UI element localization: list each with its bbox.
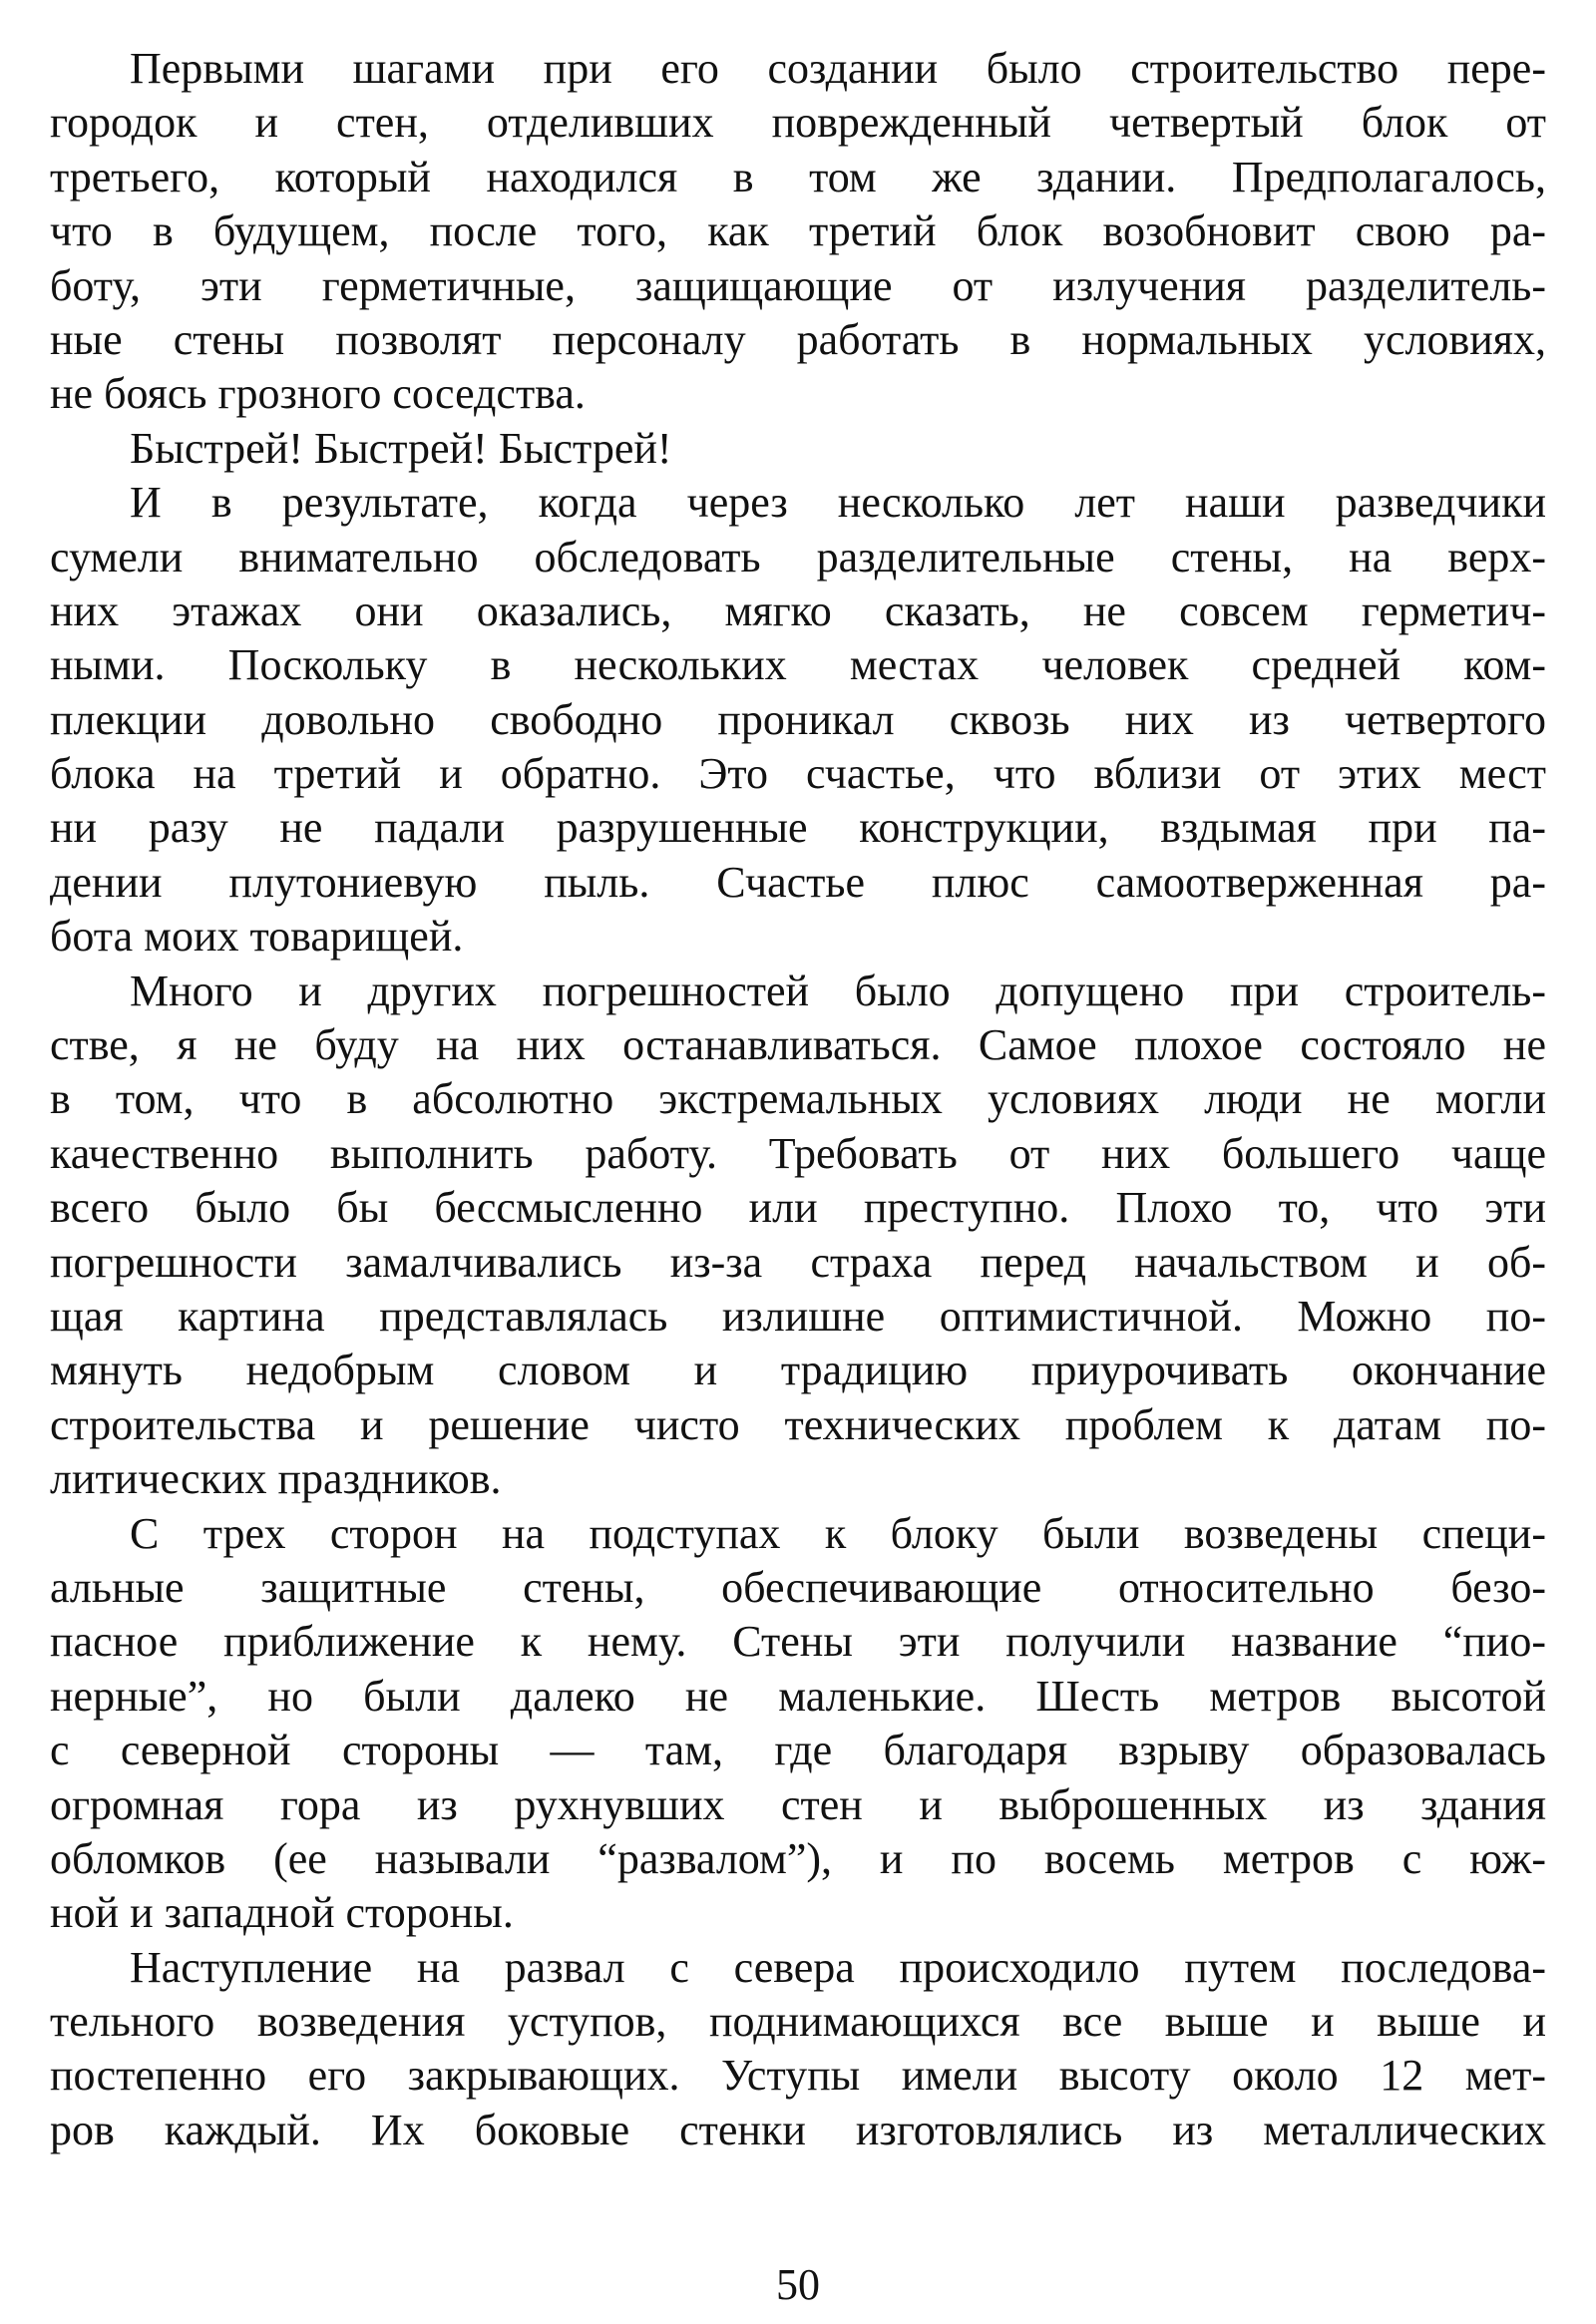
paragraph-6 — [50, 1941, 1546, 2158]
text-line: Первыми шагами при его создании было строительство пере- — [130, 44, 1546, 93]
paragraph-3 — [50, 476, 1546, 965]
text-line: постепенно его закрывающих. Уступы имели высоту около 12 мет- — [50, 2051, 1546, 2101]
paragraph-4 — [50, 965, 1546, 1507]
text-line: дении плутониевую пыль. Счастье плюс самоотверженная ра- — [50, 857, 1546, 907]
page-number: 50 — [776, 2260, 820, 2309]
text-line: плекции довольно свободно проникал сквозь них из четвертого — [50, 694, 1546, 744]
text-line: не боясь грозного соседства. — [50, 369, 586, 419]
text-line: ни разу не падали разрушенные конструкции, вздымая при па- — [50, 803, 1546, 853]
page-body — [50, 42, 1546, 2157]
text-line: тельного возведения уступов, поднимающихся все выше и выше и — [50, 1997, 1546, 2047]
text-line: погрешности замалчивались из-за страха перед начальством и об- — [50, 1237, 1546, 1287]
text-line: Много и других погрешностей было допущено при строитель- — [130, 966, 1546, 1015]
text-line: С трех сторон на подступах к блоку были возведены специ- — [130, 1508, 1546, 1558]
text-line: стве, я не буду на них останавливаться. Самое плохое состояло не — [50, 1020, 1546, 1070]
text-line: третьего, который находился в том же здании. Предполагалось, — [50, 152, 1546, 201]
paragraph-1 — [50, 42, 1546, 422]
text-line: огромная гора из рухнувших стен и выброшенных из здания — [50, 1779, 1546, 1829]
text-line: с северной стороны — там, где благодаря взрыву образовалась — [50, 1726, 1546, 1775]
text-line: нерные”, но были далеко не маленькие. Шесть метров высотой — [50, 1671, 1546, 1721]
text-line: И в результате, когда через несколько лет наши разведчики — [130, 478, 1546, 528]
text-line: ные стены позволят персоналу работать в нормальных условиях, — [50, 314, 1546, 364]
text-line: строительства и решение чисто технических проблем к датам по- — [50, 1399, 1546, 1449]
text-line: Наступление на развал с севера происходило путем последова- — [130, 1942, 1546, 1992]
text-line: в том, что в абсолютно экстремальных условиях люди не могли — [50, 1074, 1546, 1124]
text-line: ров каждый. Их боковые стенки изготовлялись из металлических — [50, 2105, 1546, 2154]
text-line: всего было бы бессмысленно или преступно. Плохо то, что эти — [50, 1183, 1546, 1233]
text-line: городок и стен, отделивших поврежденный четвертый блок от — [50, 98, 1546, 148]
paragraph-2 — [50, 422, 1546, 476]
text-line: обломков (ее называли “развалом”), и по восемь метров с юж- — [50, 1833, 1546, 1883]
text-line: боту, эти герметичные, защищающие от излучения разделитель- — [50, 260, 1546, 310]
text-line: пасное приближение к нему. Стены эти получили название “пио- — [50, 1617, 1546, 1667]
text-line: альные защитные стены, обеспечивающие относительно безо- — [50, 1562, 1546, 1612]
text-line: что в будущем, после того, как третий блок возобновит свою ра- — [50, 206, 1546, 256]
text-line: Быстрей! Быстрей! Быстрей! — [130, 423, 672, 473]
text-line: щая картина представлялась излишне оптимистичной. Можно по- — [50, 1291, 1546, 1341]
text-line: них этажах они оказались, мягко сказать, не совсем герметич- — [50, 585, 1546, 635]
text-line: ными. Поскольку в нескольких местах человек средней ком- — [50, 640, 1546, 690]
text-line: блока на третий и обратно. Это счастье, что вблизи от этих мест — [50, 749, 1546, 799]
text-line: ной и западной стороны. — [50, 1888, 514, 1938]
paragraph-5 — [50, 1507, 1546, 1941]
text-line: качественно выполнить работу. Требовать от них большего чаще — [50, 1128, 1546, 1178]
text-line: мянуть недобрым словом и традицию приурочивать окончание — [50, 1346, 1546, 1395]
text-line: литических праздников. — [50, 1454, 502, 1504]
text-line: сумели внимательно обследовать разделительные стены, на верх- — [50, 532, 1546, 581]
text-line: бота моих товарищей. — [50, 912, 464, 962]
